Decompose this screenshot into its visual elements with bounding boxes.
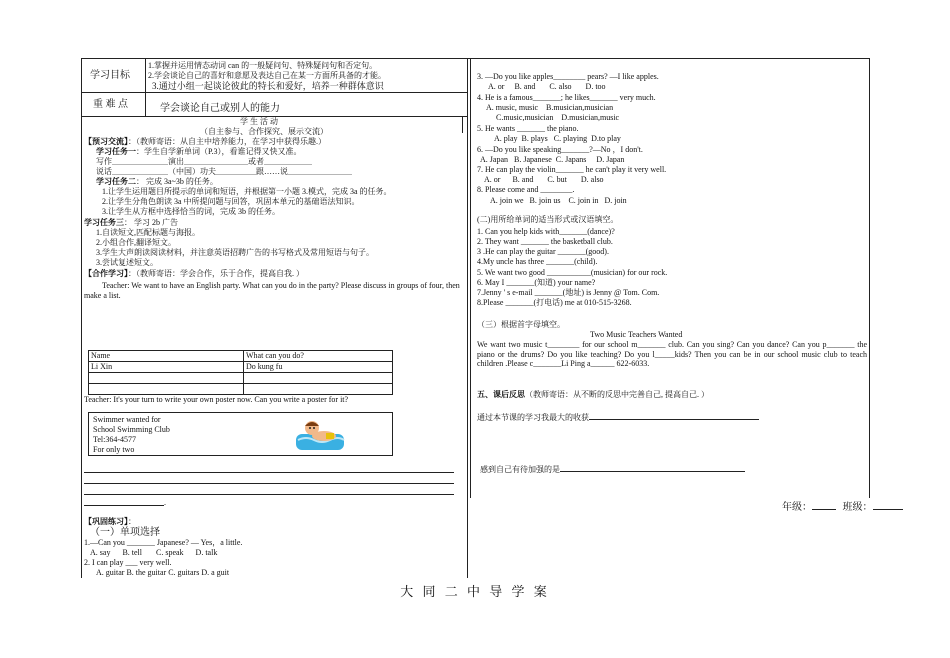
mc-q8: 8. Please come and ________. (477, 185, 575, 194)
header-row-line (81, 92, 467, 93)
class-label: 班级： (842, 502, 873, 513)
goals-label: 学习目标 (90, 70, 130, 81)
header-tab (462, 116, 463, 133)
table-row (89, 362, 393, 373)
q2: 2. I can play ___ very well. (84, 558, 172, 567)
writing-period: . (164, 498, 166, 507)
mc-q6-options: A. Japan B. Japanese C. Japans D. Japan (480, 155, 625, 164)
swim-line-2: School Swimming Club (93, 425, 170, 434)
table-cell: Li Xin (89, 362, 244, 373)
writing-line[interactable] (84, 483, 454, 484)
mc-q8-options: A. join we B. join us C. join in D. join (490, 196, 627, 205)
task2-title: 学习任务二 (96, 177, 136, 186)
table-row (89, 384, 393, 395)
fill-2: 2. They want _______ the basketball club. (477, 237, 613, 246)
reflect-note: （教师寄语：从不断的反思中完善自己, 提高自己. ） (525, 390, 709, 399)
task3-item-2: 2.小组合作,翻译短文。 (96, 238, 176, 247)
task2-item-1: 1.让学生运用题目所提示的单词和短语，并根据第一小题 3.模式，完成 3a 的任务。 (102, 187, 392, 196)
task3-title: 学习任务三 (84, 218, 124, 227)
improve-prompt (480, 462, 745, 475)
improve-answer-line[interactable] (560, 462, 745, 472)
part1-title: （一）单项选择 (90, 527, 160, 538)
mc-q7: 7. He can play the violin_______ he can't play it very well. (477, 165, 667, 174)
fill-8: 8.Please _______(打电话) me at 010-515-3268. (477, 298, 632, 307)
grade-label: 年级： (782, 502, 812, 513)
preview-note: ：（教师寄语：从自主中培养能力，在学习中获得乐趣.） (128, 137, 326, 146)
q2-options: A. guitar B. the guitar C. guitars D. a guit (96, 568, 230, 577)
mc-q5-options: A. play B. plays C. playing D.to play (494, 134, 621, 143)
task1-line1: 写作＿＿＿＿＿＿＿演出＿＿＿＿＿＿＿＿或者＿＿＿＿＿＿ (96, 157, 312, 166)
fill-6: 6. May I _______(知道) your name? (477, 278, 596, 287)
fill-5: 5. We want two good ___________(musician) for our rock. (477, 268, 668, 277)
task1-title: 学习任务一 (96, 147, 136, 156)
difficulty-label: 重 难 点 (93, 99, 128, 110)
improve-label: 感到自己有待加强的是 (480, 465, 560, 474)
task1-heading (96, 147, 302, 157)
reflect-heading (477, 390, 709, 400)
swimmer-illustration (294, 416, 346, 452)
passage: We want two music t________ for our school m_______ club. Can you sing? Can you dance? Can you p_______ the piano or the drums? Do you like teaching? Do you l_____kids? Then you can be in our school music club to teach children .Please c_______Li Ping a______ 622-6033. (477, 340, 867, 369)
goal-1: 1.掌握并运用情态动词 can 的一般疑问句、特殊疑问句和否定句。 (148, 61, 378, 70)
writing-line[interactable] (84, 494, 454, 495)
task3-heading (84, 218, 178, 228)
grade-field[interactable] (812, 499, 836, 510)
task1-line2: 说话＿＿＿＿＿＿＿（中国）功夫＿＿＿＿＿跟……说＿＿＿＿＿＿＿＿ (96, 167, 352, 176)
class-field[interactable] (873, 499, 903, 510)
preview-title: 【预习交流】 (84, 137, 128, 146)
table-row (89, 351, 393, 362)
mc-q3: 3. —Do you like apples________ pears? —I like apples. (477, 72, 659, 81)
gain-answer-line[interactable] (589, 410, 759, 420)
coop-note: ：（教师寄语：学会合作，乐于合作，提高自我. ） (128, 269, 304, 278)
table-header-name: Name (89, 351, 244, 362)
task2-heading (96, 177, 218, 187)
mc-q5: 5. He wants _______ the piano. (477, 124, 579, 133)
mc-q4-options-1: A. music, music B.musician,musician (486, 103, 614, 112)
mc-q6: 6. —Do you like speaking_______?—No ，I don't. (477, 145, 643, 154)
activity-title: 学 生 活 动 (240, 117, 278, 126)
fill-3: 3 .He can play the guitar _______(good). (477, 247, 609, 256)
poster-prompt: Teacher: It's your turn to write your own poster now. Can you write a poster for it? (84, 395, 349, 404)
swim-line-1: Swimmer wanted for (93, 415, 161, 424)
task2-item-2: 2.让学生分角色朗读 3a 中所提问题与回答，巩固本单元的基础语法知识。 (102, 197, 360, 206)
swim-line-3: Tel:364-4577 (93, 435, 136, 444)
task2-text: ： 完成 3a~3b 的任务。 (136, 177, 218, 186)
fill-1: 1. Can you help kids with_______(dance)? (477, 227, 615, 236)
fill-4: 4.My uncle has three _______(child). (477, 257, 598, 266)
table-cell (89, 384, 244, 395)
task3-text: ： 学习 2b 广告 (124, 218, 178, 227)
grade-class (782, 499, 903, 514)
ability-table (88, 350, 393, 395)
top-border (81, 58, 870, 59)
goal-3: 3.通过小组一起谈论彼此的特长和爱好，培养一种群体意识 (152, 81, 384, 91)
difficulty-text: 学会谈论自己或别人的能力 (160, 103, 280, 114)
q1: 1.—Can you _______ Japanese? — Yes，a little. (84, 538, 243, 547)
mc-q4: 4. He is a famous_______; he likes_______ very much. (477, 93, 656, 102)
consolidate-title: 【巩固练习】 (84, 517, 128, 526)
preview-heading (84, 137, 326, 147)
gain-label: 通过本节课的学习我最大的收获 (477, 413, 589, 422)
task3-item-1: 1.自读短文,匹配标题与海报。 (96, 228, 200, 237)
coop-heading (84, 269, 304, 279)
consolidate-heading (84, 517, 136, 527)
consolidate-colon: ： (128, 517, 136, 526)
fill-7: 7.Jenny ' s e-mail _______(地址) is Jenny @ Tom. Com. (477, 288, 660, 297)
swim-poster (88, 412, 393, 456)
writing-line[interactable] (84, 472, 454, 473)
mc-q3-options: A. or B. and C. also D. too (488, 82, 606, 91)
table-header-ability: What can you do? (244, 351, 393, 362)
goal-2: 2.学会谈论自己的喜好和意愿及表达自己在某一方面所具备的才能。 (148, 71, 386, 80)
q1-options: A. say B. tell C. speak D. talk (90, 548, 218, 557)
task1-text: ：学生自学新单词（P.3），看谁记得又快又准。 (136, 147, 302, 156)
page-footer: 大 同 二 中 导 学 案 (400, 584, 550, 599)
table-cell (244, 373, 393, 384)
part2-title: (二)用所给单词的适当形式或汉语填空。 (477, 215, 619, 224)
reflect-title: 五、课后反思 (477, 390, 525, 399)
part3-title: （三）根据首字母填空。 (477, 320, 565, 329)
table-cell: Do kung fu (244, 362, 393, 373)
passage-title: Two Music Teachers Wanted (590, 330, 683, 339)
table-cell (244, 384, 393, 395)
writing-line[interactable] (84, 505, 164, 506)
right-border (869, 58, 870, 498)
table-row (89, 373, 393, 384)
swim-line-4: For only two (93, 445, 135, 454)
task3-item-3: 3.学生大声朗读阅读材料，并注意英语招聘广告的书写格式及常用短语与句子。 (96, 248, 374, 257)
activity-subtitle: （自主参与、合作探究、展示交流） (200, 127, 328, 136)
mc-q7-options: A. or B. and C. but D. also (484, 175, 604, 184)
task2-item-3: 3.让学生从方框中选择恰当的词，完成 3b 的任务。 (102, 207, 280, 216)
header-divider (145, 58, 146, 116)
coop-text: Teacher: We want to have an English party. What can you do in the party? Please discuss in groups of four, then make a list. (84, 281, 460, 300)
left-border (81, 58, 82, 578)
task3-item-4: 3.尝试复述短文。 (96, 258, 158, 267)
table-cell (89, 373, 244, 384)
middle-border-2 (470, 58, 471, 498)
gain-prompt (477, 410, 759, 423)
coop-title: 【合作学习】 (84, 269, 128, 278)
mc-q4-options-2: C.music,musician D.musician,music (496, 113, 620, 122)
middle-border (467, 58, 468, 578)
